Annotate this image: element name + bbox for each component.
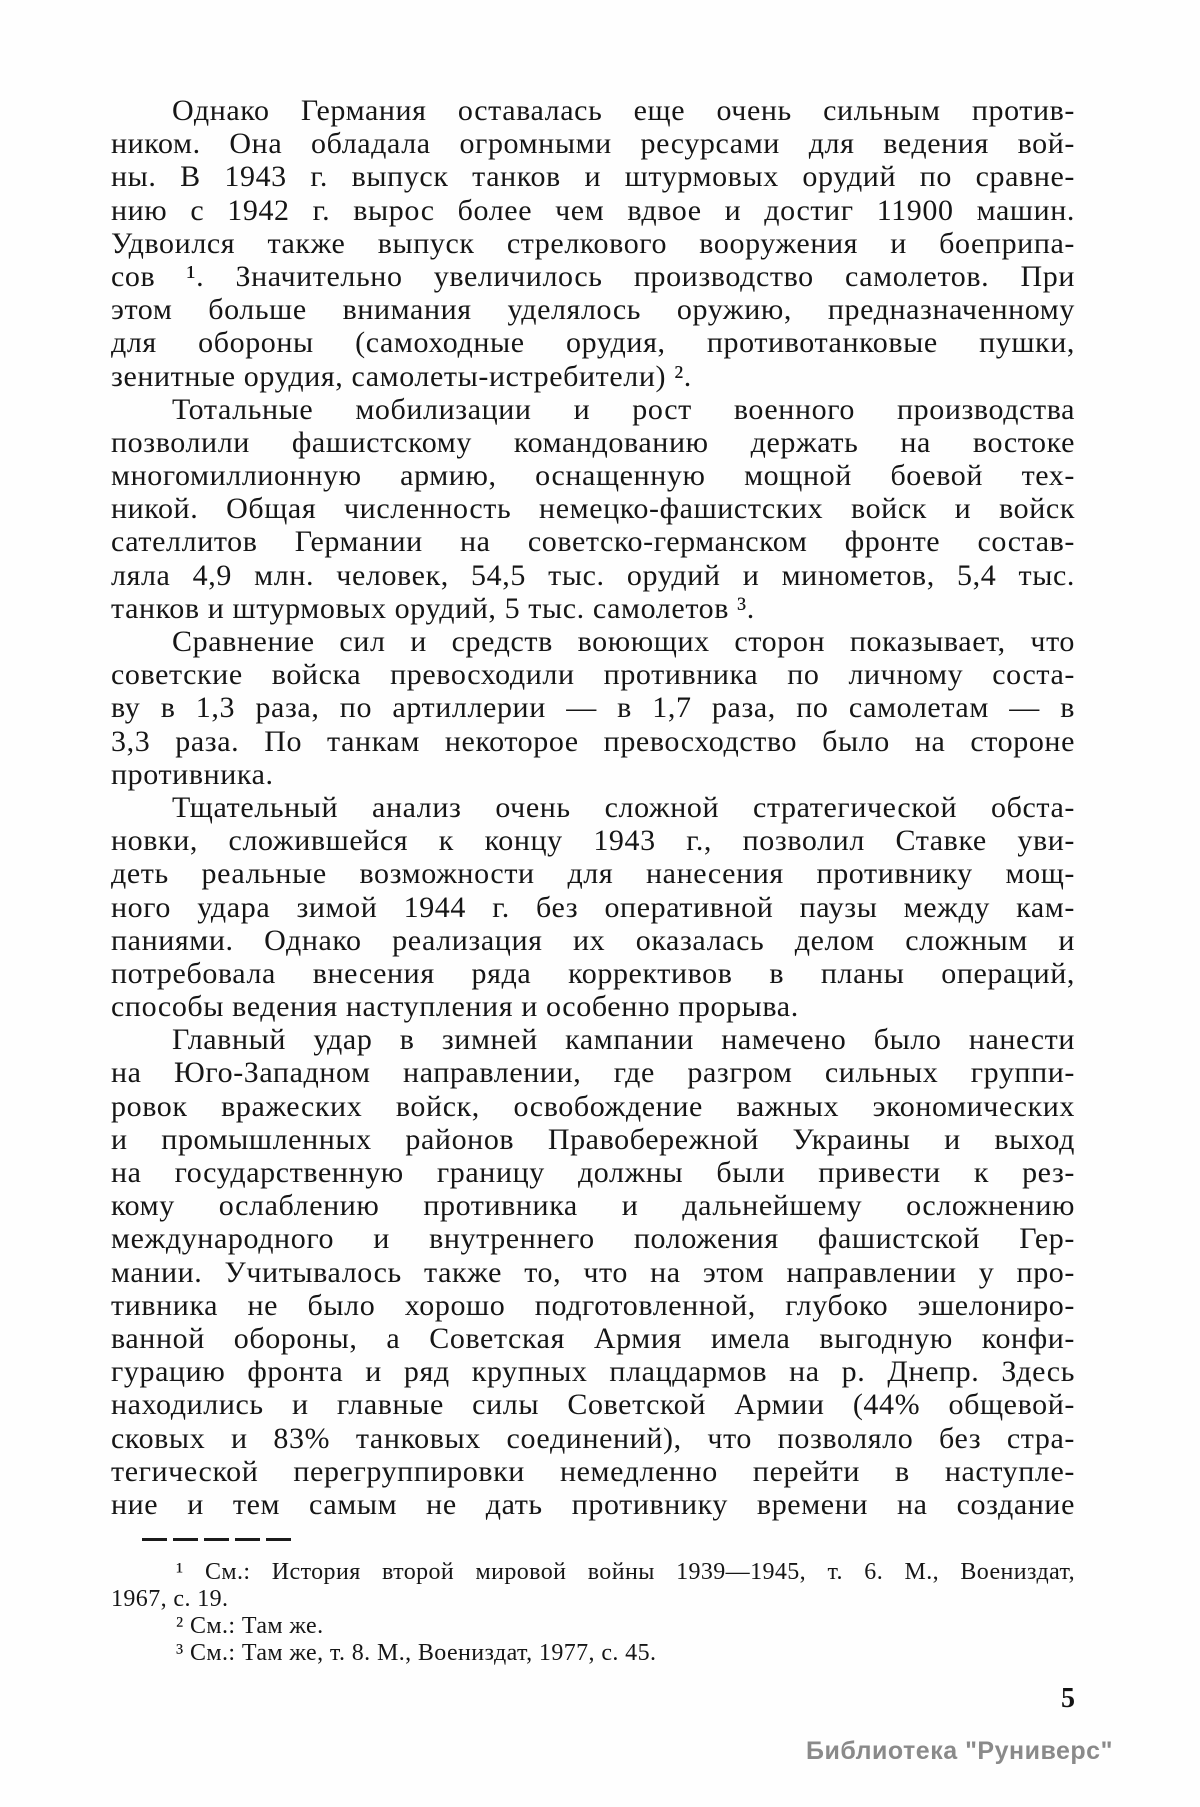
text-line: 3,3 раза. По танкам некоторое превосходство было на стороне (111, 724, 1075, 758)
text-line: потребовала внесения ряда коррективов в планы операций, (111, 956, 1075, 990)
text-line: на Юго-Западном направлении, где разгром сильных группи- (111, 1056, 1075, 1090)
text-line: Тщательный анализ очень сложной стратегической обста- (172, 790, 1075, 824)
text-line: ляла 4,9 млн. человек, 54,5 тыс. орудий и минометов, 5,4 тыс. (111, 558, 1075, 592)
paragraph-4 (111, 791, 1075, 1023)
text-line: никой. Общая численность немецко-фашистских войск и войск (111, 492, 1075, 526)
text-line: сателлитов Германии на советско-германском фронте состав- (111, 525, 1075, 559)
footnotes (111, 1559, 1075, 1667)
footnote-separator-rule (142, 1538, 292, 1541)
text-line: для обороны (самоходные орудия, противотанковые пушки, (111, 326, 1075, 360)
text-line: новки, сложившейся к концу 1943 г., позволил Ставке уви- (111, 824, 1075, 858)
text-line: Однако Германия оставалась еще очень сильным против- (172, 94, 1075, 127)
page-number: 5 (1061, 1683, 1075, 1714)
text-line: способы ведения наступления и особенно прорыва. (111, 990, 799, 1024)
text-line: нию с 1942 г. вырос более чем вдвое и достиг 11900 машин. (111, 193, 1075, 227)
text-line: танков и штурмовых орудий, 5 тыс. самолетов ³. (111, 591, 755, 625)
text-line: деть реальные возможности для нанесения противнику мощ- (111, 857, 1075, 891)
footnote-line: ³ См.: Там же, т. 8. М., Воениздат, 1977, с. 45. (176, 1640, 657, 1666)
paragraph-2 (111, 393, 1075, 625)
text-line: тивника не было хорошо подготовленной, глубоко эшелониро- (111, 1288, 1075, 1322)
text-line: ны. В 1943 г. выпуск танков и штурмовых орудий по сравне- (111, 160, 1075, 194)
text-line: и промышленных районов Правобережной Украины и выход (111, 1122, 1075, 1156)
text-line: ние и тем самым не дать противнику времени на создание (111, 1487, 1075, 1521)
paragraph-1 (111, 94, 1075, 393)
text-line: Удвоился также выпуск стрелкового вооружения и боеприпа- (111, 226, 1075, 260)
text-line: зенитные орудия, самолеты-истребители) ². (111, 359, 692, 393)
text-line: Тотальные мобилизации и рост военного производства (172, 392, 1075, 426)
text-line: ванной обороны, а Советская Армия имела выгодную конфи- (111, 1321, 1075, 1355)
text-line: на государственную границу должны были привести к рез- (111, 1156, 1075, 1189)
footnote-line: ¹ См.: История второй мировой войны 1939—1945, т. 6. М., Воениздат, (176, 1559, 1075, 1585)
text-line: гурацию фронта и ряд крупных плацдармов на р. Днепр. Здесь (111, 1355, 1075, 1389)
text-line: кому ослаблению противника и дальнейшему осложнению (111, 1189, 1075, 1223)
text-line: сов ¹. Значительно увеличилось производство самолетов. При (111, 259, 1075, 293)
text-line: этом больше внимания уделялось оружию, предназначенному (111, 293, 1075, 327)
paragraph-3 (111, 625, 1075, 791)
paragraph-5 (111, 1023, 1075, 1521)
text-line: ровок вражеских войск, освобождение важных экономических (111, 1089, 1075, 1123)
body-text (111, 94, 1075, 1521)
text-line: мании. Учитывалось также то, что на этом направлении у про- (111, 1255, 1075, 1289)
text-line: международного и внутреннего положения фашистской Гер- (111, 1222, 1075, 1256)
text-line: советские войска превосходили противника по личному соста- (111, 658, 1075, 692)
text-line: многомиллионную армию, оснащенную мощной боевой тех- (111, 459, 1075, 493)
footnote-line: ² См.: Там же. (176, 1613, 324, 1639)
text-line: ву в 1,3 раза, по артиллерии — в 1,7 раза, по самолетам — в (111, 691, 1075, 725)
footnote-line: 1967, с. 19. (111, 1586, 229, 1612)
library-watermark: Библиотека "Руниверс" (806, 1737, 1113, 1765)
text-line: тегической перегруппировки немедленно перейти в наступле- (111, 1454, 1075, 1488)
text-line: находились и главные силы Советской Армии (44% общевой- (111, 1388, 1075, 1422)
text-line: ного удара зимой 1944 г. без оперативной паузы между кам- (111, 890, 1075, 924)
text-line: противника. (111, 757, 274, 791)
text-line: Сравнение сил и средств воюющих сторон показывает, что (172, 625, 1075, 658)
text-line: позволили фашистскому командованию держать на востоке (111, 425, 1075, 459)
text-line: паниями. Однако реализация их оказалась делом сложным и (111, 923, 1075, 957)
text-line: Главный удар в зимней кампании намечено было нанести (172, 1023, 1075, 1057)
text-line: сковых и 83% танковых соединений), что позволяло без стра- (111, 1421, 1075, 1455)
text-line: ником. Она обладала огромными ресурсами для ведения вой- (111, 127, 1075, 161)
